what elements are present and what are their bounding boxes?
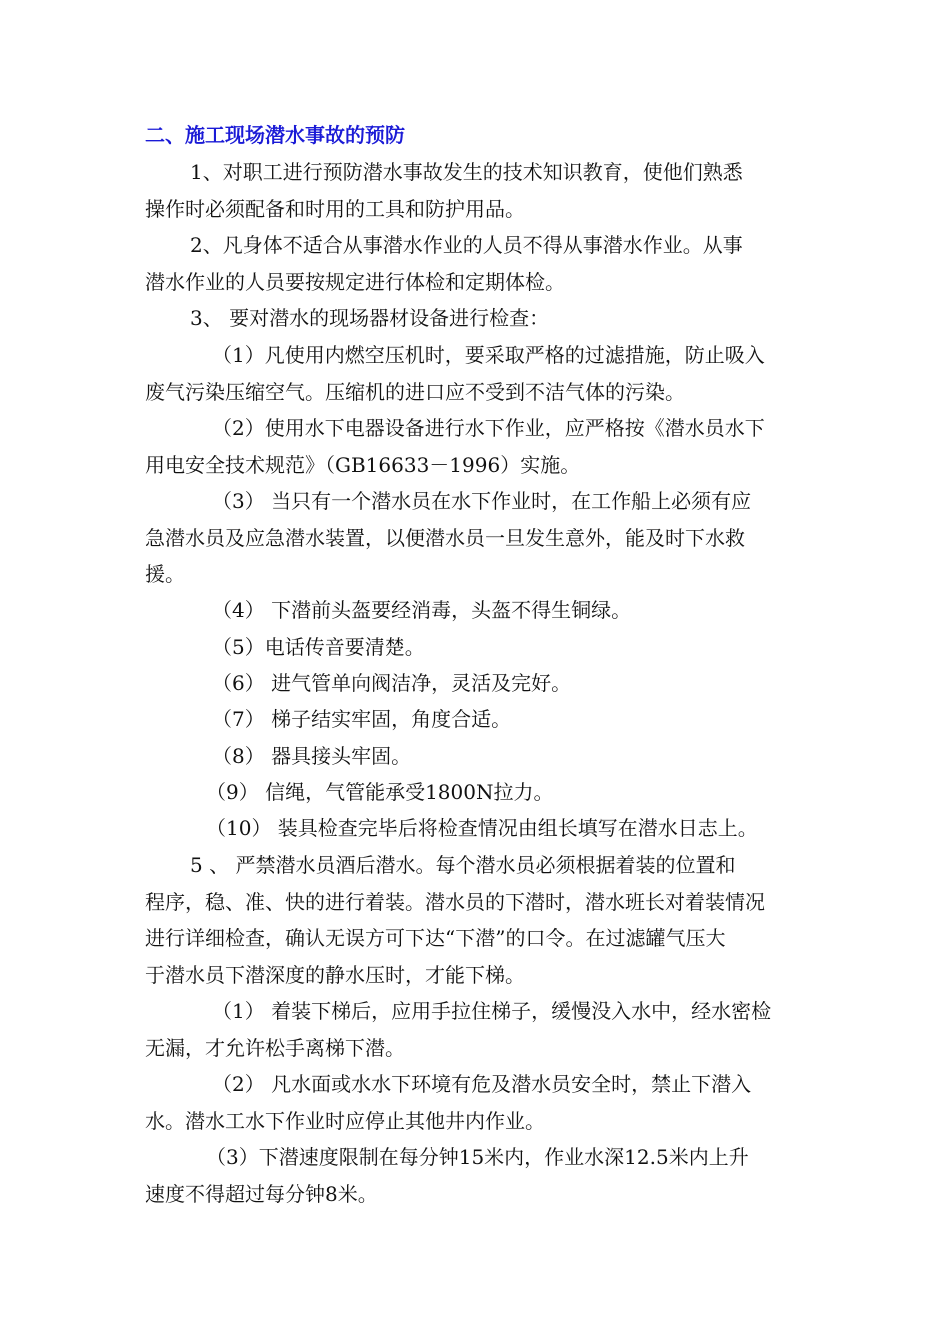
- paragraph: [145, 738, 411, 775]
- paragraph-line: 速度不得超过每分钟8米。: [145, 1181, 378, 1206]
- paragraph-line: 进行详细检查，确认无误方可下达“下潜”的口令。在过滤罐气压大: [145, 926, 726, 950]
- paragraph-line: 3、 要对潜水的现场器材设备进行检查：: [190, 306, 550, 330]
- paragraph-line: （8） 器具接头牢固。: [212, 744, 412, 768]
- paragraph-line: 潜水作业的人员要按规定进行体检和定期体检。: [145, 269, 565, 294]
- paragraph: [145, 629, 425, 666]
- paragraph-line: 1、对职工进行预防潜水事故发生的技术知识教育，使他们熟悉: [190, 160, 743, 184]
- paragraph-line: （2） 凡水面或水水下环境有危及潜水员安全时，禁止下潜入: [212, 1072, 752, 1096]
- paragraph: [145, 154, 743, 227]
- paragraph: [145, 701, 511, 738]
- paragraph-line: （6） 进气管单向阀洁净，灵活及完好。: [212, 671, 572, 695]
- paragraph-line: 2、凡身体不适合从事潜水作业的人员不得从事潜水作业。从事: [190, 233, 743, 257]
- paragraph-line: （3） 当只有一个潜水员在水下作业时，在工作船上必须有应: [212, 489, 752, 513]
- paragraph-line: （10） 装具检查完毕后将检查情况由组长填写在潜水日志上。: [206, 816, 758, 840]
- paragraph: [145, 847, 765, 993]
- paragraph-line: 操作时必须配备和时用的工具和防护用品。: [145, 196, 525, 221]
- paragraph-line: （7） 梯子结实牢固，角度合适。: [212, 707, 512, 731]
- paragraph: [145, 1139, 749, 1212]
- paragraph: [145, 774, 553, 811]
- paragraph: [145, 665, 571, 702]
- paragraph: [145, 810, 758, 847]
- paragraph: [145, 592, 631, 629]
- paragraph: [145, 993, 771, 1066]
- section-heading: 二、施工现场潜水事故的预防: [145, 123, 405, 147]
- paragraph-line: 5 、 严禁潜水员酒后潜水。每个潜水员必须根据着装的位置和: [190, 853, 736, 877]
- paragraph: [145, 483, 751, 593]
- paragraph-line: 程序，稳、准、快的进行着装。潜水员的下潜时，潜水班长对着装情况: [145, 889, 765, 914]
- paragraph-line: （1）凡使用内燃空压机时，要采取严格的过滤措施，防止吸入: [212, 343, 765, 367]
- paragraph-line: 用电安全技术规范》（GB16633－1996）实施。: [145, 452, 581, 477]
- paragraph-line: （4） 下潜前头盔要经消毒，头盔不得生铜绿。: [212, 598, 632, 622]
- paragraph-line: （5）电话传音要清楚。: [212, 635, 425, 659]
- paragraph: [145, 227, 743, 300]
- paragraph-line: （1） 着装下梯后，应用手拉住梯子，缓慢没入水中，经水密检: [212, 999, 772, 1023]
- paragraph: [145, 300, 549, 337]
- paragraph-line: （9） 信绳，气管能承受1800N拉力。: [206, 780, 554, 804]
- paragraph-line: 急潜水员及应急潜水装置，以便潜水员一旦发生意外，能及时下水救: [145, 525, 745, 550]
- paragraph: [145, 410, 765, 483]
- paragraph: [145, 337, 765, 410]
- paragraph: [145, 1066, 751, 1139]
- paragraph-line: （2）使用水下电器设备进行水下作业，应严格按《潜水员水下: [212, 416, 765, 440]
- paragraph-line: 援。: [145, 562, 185, 586]
- paragraph-line: 水。潜水工水下作业时应停止其他井内作业。: [145, 1108, 545, 1133]
- paragraph-line: 无漏，才允许松手离梯下潜。: [145, 1035, 405, 1060]
- paragraph-line: （3）下潜速度限制在每分钟15米内，作业水深12.5米内上升: [206, 1145, 749, 1169]
- paragraph-line: 废气污染压缩空气。压缩机的进口应不受到不洁气体的污染。: [145, 379, 685, 404]
- paragraph-line: 于潜水员下潜深度的静水压时，才能下梯。: [145, 962, 525, 987]
